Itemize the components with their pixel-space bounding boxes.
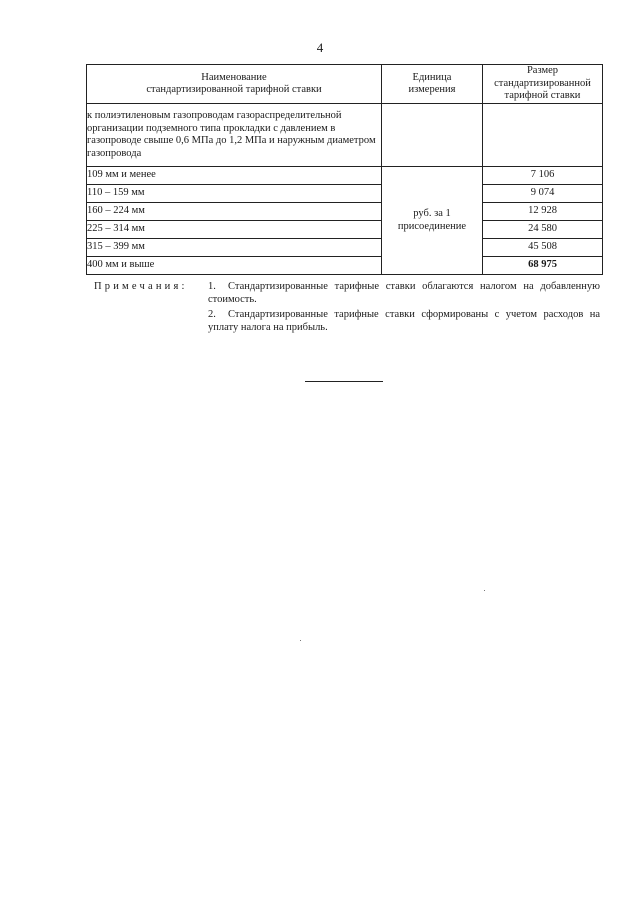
rate-value: 68 975 <box>483 257 603 275</box>
table-row-description <box>87 104 603 167</box>
diameter-category: 110 – 159 мм <box>87 185 382 203</box>
table-row <box>87 185 603 203</box>
scan-speck <box>484 590 485 591</box>
page-number: 4 <box>316 40 324 55</box>
rate-value: 12 928 <box>483 203 603 221</box>
rate-value: 7 106 <box>483 167 603 185</box>
description-unit-cell <box>382 104 483 167</box>
diameter-category: 400 мм и выше <box>87 257 382 275</box>
table-row <box>87 239 603 257</box>
header-unit: Единица измерения <box>382 65 483 104</box>
scan-speck <box>300 640 301 641</box>
note-text: Стандартизированные тарифные ставки облагаются налогом на добавленную стоимость. <box>208 281 600 305</box>
end-of-document-rule <box>305 381 383 382</box>
table-header-row <box>87 65 603 104</box>
rate-value: 45 508 <box>483 239 603 257</box>
header-tariff-name: Наименование стандартизированной тарифной ставки <box>87 65 382 104</box>
tariff-description: к полиэтиленовым газопроводам газораспределительной организации подземного типа прокладки с давлением в газопроводе свыше 0,6 МПа до 1,2 МПа и наружным диаметром газопровода <box>87 104 382 167</box>
notes-list <box>208 280 600 336</box>
tariff-table <box>86 64 603 275</box>
rate-value: 24 580 <box>483 221 603 239</box>
diameter-category: 225 – 314 мм <box>87 221 382 239</box>
unit-cell: руб. за 1 присоединение <box>382 167 483 275</box>
table-row <box>87 203 603 221</box>
note-number: 1. <box>208 281 216 292</box>
notes-label: Примечания: <box>94 281 188 292</box>
table-row <box>87 257 603 275</box>
diameter-category: 315 – 399 мм <box>87 239 382 257</box>
note-item <box>208 308 600 334</box>
description-size-cell <box>483 104 603 167</box>
table-row <box>87 221 603 239</box>
diameter-category: 160 – 224 мм <box>87 203 382 221</box>
note-item <box>208 280 600 306</box>
header-rate-size: Размер стандартизированной тарифной ставки <box>483 65 603 104</box>
note-number: 2. <box>208 309 216 320</box>
rate-value: 9 074 <box>483 185 603 203</box>
diameter-category: 109 мм и менее <box>87 167 382 185</box>
table-row <box>87 167 603 185</box>
note-text: Стандартизированные тарифные ставки сформированы с учетом расходов на уплату налога на прибыль. <box>208 309 600 333</box>
